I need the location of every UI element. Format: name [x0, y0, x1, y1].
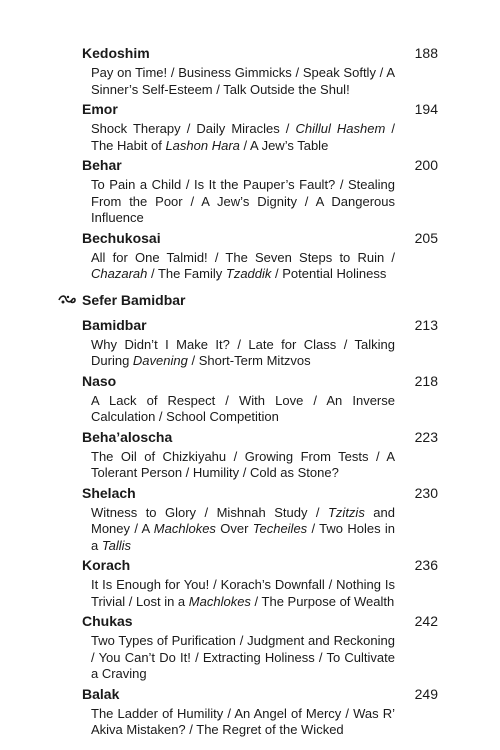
toc-entry[interactable]: [0, 44, 500, 100]
page-number: 236: [414, 557, 438, 573]
page-number: 242: [414, 613, 438, 629]
description-text: It Is Enough for You! / Korach’s Downfall / Nothing Is Trivial / Lost in a: [91, 577, 395, 609]
toc-entry[interactable]: [0, 316, 500, 372]
description-text: All for One Talmid! / The Seven Steps to Ruin /: [91, 249, 395, 265]
entry-header: [0, 100, 500, 119]
page-number: 213: [414, 316, 438, 333]
entry-header: [0, 316, 500, 335]
entry-header: [0, 44, 500, 63]
entry-title[interactable]: Emor: [82, 101, 118, 117]
entry-description: [91, 121, 395, 156]
entry-header: [0, 428, 500, 447]
entry-description: [91, 449, 395, 484]
italic-term: Tzitzis: [327, 504, 365, 520]
description-text: / Short-Term Mitzvos: [187, 353, 311, 368]
entry-description: [91, 393, 395, 428]
toc-entry[interactable]: [0, 484, 500, 557]
page-number: 205: [414, 229, 438, 246]
ornament-icon: [58, 293, 76, 307]
description-text: A Lack of Respect / With Love / An Inverse Calculation / School Competition: [91, 392, 395, 424]
entry-description: [91, 633, 395, 685]
entry-title[interactable]: Korach: [82, 557, 131, 573]
toc-entry[interactable]: [0, 372, 500, 428]
entry-title[interactable]: Bechukosai: [82, 229, 161, 246]
toc-entry[interactable]: [0, 685, 500, 741]
italic-term: Lashon Hara: [165, 137, 240, 153]
description-text: / The Purpose of Wealth: [250, 593, 395, 609]
italic-term: Techeiles: [252, 521, 308, 536]
entry-header: [0, 156, 500, 175]
entry-description: [91, 577, 395, 612]
entry-header: [0, 484, 500, 503]
description-text: / The Habit of: [91, 121, 395, 153]
page-number: 188: [414, 45, 438, 61]
toc-entry[interactable]: [0, 612, 500, 685]
italic-term: Machlokes: [153, 521, 216, 536]
entry-title[interactable]: Balak: [82, 685, 120, 702]
italic-term: Davening: [132, 353, 188, 368]
entry-description: [91, 706, 395, 741]
description-text: Witness to Glory / Mishnah Study /: [91, 504, 328, 520]
description-text: The Oil of Chizkiyahu / Growing From Tests / A Tolerant Person / Humility / Cold as Stone?: [91, 448, 395, 480]
entry-header: [0, 556, 500, 575]
toc-entry[interactable]: [0, 156, 500, 229]
entry-title[interactable]: Beha’aloscha: [82, 428, 173, 445]
entry-header: [0, 372, 500, 391]
page-number: 230: [414, 484, 438, 501]
page-number: 218: [414, 372, 438, 389]
italic-term: Machlokes: [188, 593, 251, 609]
page-number: 223: [414, 428, 438, 445]
toc-entry[interactable]: [0, 100, 500, 156]
toc-entry[interactable]: [0, 229, 500, 285]
italic-term: Tallis: [101, 537, 131, 553]
description-text: / A Jew’s Table: [239, 137, 329, 153]
section-title: Sefer Bamidbar: [82, 291, 186, 308]
italic-term: Chillul Hashem: [295, 121, 386, 136]
table-of-contents: [0, 44, 500, 741]
page-number: 249: [414, 685, 438, 702]
entry-title[interactable]: Shelach: [82, 484, 136, 501]
section-header: [0, 289, 500, 313]
description-text: / Potential Holiness: [271, 266, 387, 281]
entry-description: [91, 177, 395, 229]
description-text: Over: [215, 521, 253, 536]
entry-title[interactable]: Bamidbar: [82, 316, 147, 333]
description-text: Why Didn’t I Make It? / Late for Class / Talking During: [91, 336, 395, 368]
page-number: 200: [414, 157, 438, 173]
description-text: / The Family: [147, 266, 226, 281]
description-text: / Two Holes in a: [91, 521, 395, 553]
entry-title[interactable]: Naso: [82, 372, 117, 389]
italic-term: Tzaddik: [225, 266, 272, 281]
page-number: 194: [414, 101, 438, 117]
description-text: The Ladder of Humility / An Angel of Mercy / Was R’ Akiva Mistaken? / The Regret of the Wicked: [91, 705, 395, 737]
entry-description: [91, 337, 395, 372]
description-text: To Pain a Child / Is It the Pauper’s Fault? / Stealing From the Poor / A Jew’s Dignity / A Dangerous Influence: [91, 177, 395, 225]
entry-title[interactable]: Chukas: [82, 613, 133, 629]
toc-entry[interactable]: [0, 428, 500, 484]
entry-description: [91, 250, 395, 285]
entry-header: [0, 229, 500, 248]
entry-description: [91, 65, 395, 100]
entry-description: [91, 505, 395, 557]
description-text: Pay on Time! / Business Gimmicks / Speak Softly / A Sinner’s Self-Esteem / Talk Outside the Shul!: [91, 65, 395, 97]
toc-entry[interactable]: [0, 556, 500, 612]
description-text: Shock Therapy / Daily Miracles /: [91, 121, 296, 136]
italic-term: Chazarah: [91, 266, 148, 281]
entry-header: [0, 685, 500, 704]
entry-title[interactable]: Behar: [82, 157, 122, 173]
entry-header: [0, 612, 500, 631]
description-text: Two Types of Purification / Judgment and Reckoning / You Can’t Do It! / Extracting Holiness / To Cultivate a Craving: [91, 633, 395, 681]
description-text: and Money / A: [91, 504, 395, 536]
entry-title[interactable]: Kedoshim: [82, 45, 150, 61]
